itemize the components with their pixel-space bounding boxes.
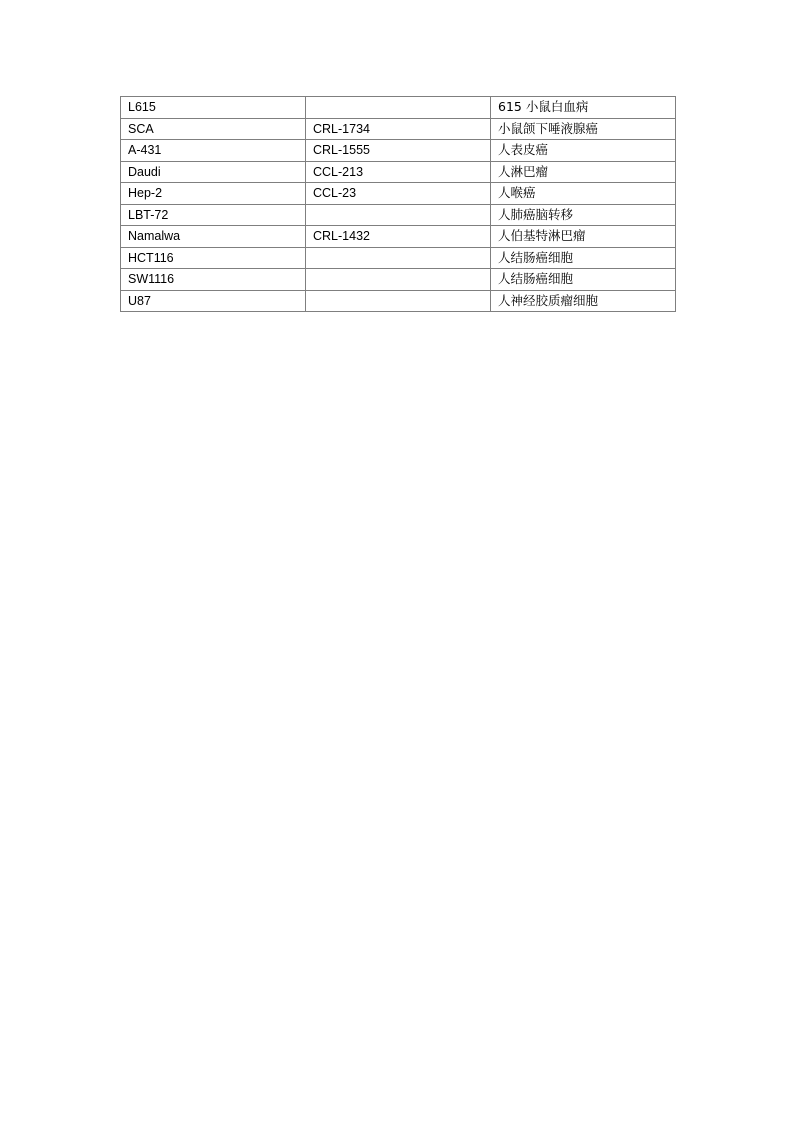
- cell-line-code: CRL-1555: [306, 140, 491, 162]
- cell-line-description: 人肺癌脑转移: [491, 204, 676, 226]
- cell-line-description: 人结肠癌细胞: [491, 269, 676, 291]
- cell-line-code: [306, 97, 491, 119]
- table-row: [121, 140, 676, 162]
- table-row: [121, 226, 676, 248]
- cell-line-description: 小鼠颌下唾液腺癌: [491, 118, 676, 140]
- cell-line-table: [120, 96, 676, 312]
- table-row: [121, 204, 676, 226]
- cell-line-description: 615 小鼠白血病: [491, 97, 676, 119]
- cell-line-name: Namalwa: [121, 226, 306, 248]
- cell-line-description: 人神经胶质瘤细胞: [491, 290, 676, 312]
- cell-line-code: CRL-1734: [306, 118, 491, 140]
- cell-line-name: L615: [121, 97, 306, 119]
- cell-line-code: [306, 204, 491, 226]
- table-row: [121, 247, 676, 269]
- cell-line-description: 人淋巴瘤: [491, 161, 676, 183]
- table-row: [121, 290, 676, 312]
- cell-line-description: 人表皮癌: [491, 140, 676, 162]
- cell-line-name: LBT-72: [121, 204, 306, 226]
- cell-line-description: 人结肠癌细胞: [491, 247, 676, 269]
- cell-line-name: Hep-2: [121, 183, 306, 205]
- cell-line-description: 人伯基特淋巴瘤: [491, 226, 676, 248]
- cell-line-code: [306, 247, 491, 269]
- cell-line-name: SW1116: [121, 269, 306, 291]
- cell-line-name: Daudi: [121, 161, 306, 183]
- cell-line-code: [306, 269, 491, 291]
- cell-line-description: 人喉癌: [491, 183, 676, 205]
- cell-line-name: SCA: [121, 118, 306, 140]
- cell-line-code: [306, 290, 491, 312]
- table-row: [121, 97, 676, 119]
- cell-line-name: U87: [121, 290, 306, 312]
- cell-line-code: CCL-213: [306, 161, 491, 183]
- cell-line-code: CCL-23: [306, 183, 491, 205]
- table-row: [121, 161, 676, 183]
- cell-line-name: A-431: [121, 140, 306, 162]
- table-row: [121, 269, 676, 291]
- table-row: [121, 118, 676, 140]
- cell-line-name: HCT116: [121, 247, 306, 269]
- table-row: [121, 183, 676, 205]
- cell-line-code: CRL-1432: [306, 226, 491, 248]
